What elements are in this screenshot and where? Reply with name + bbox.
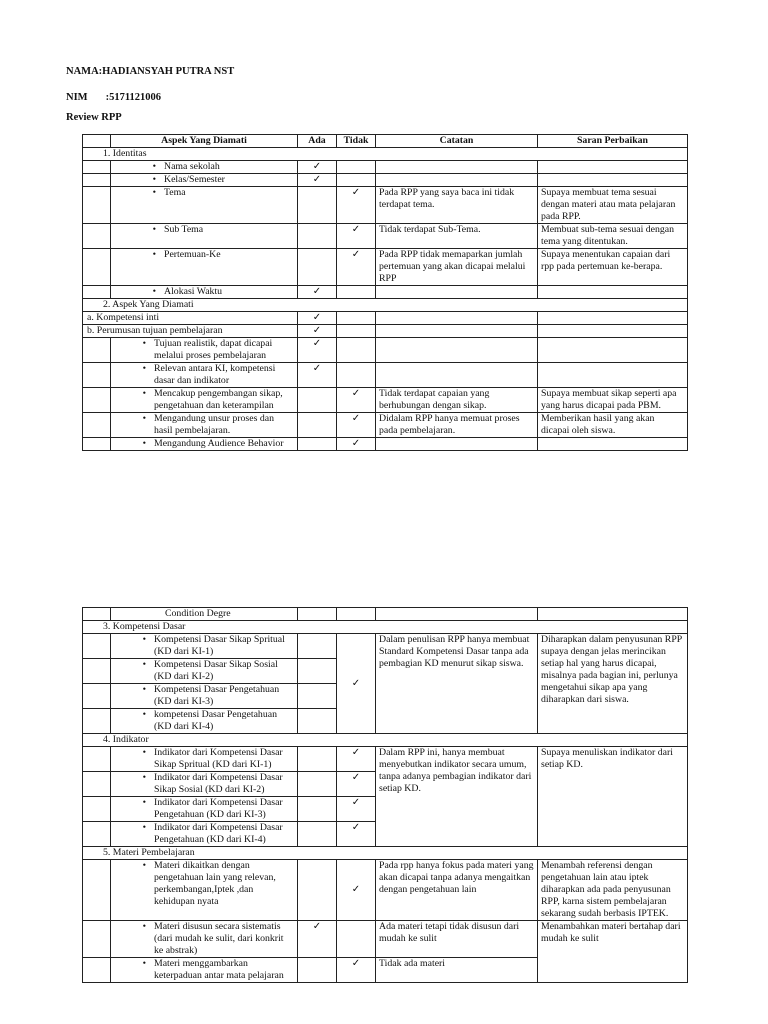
ada-check: ✓ (298, 312, 337, 325)
list-item: • Materi menggambarkan keterpaduan antar mata pelajaran (111, 958, 298, 983)
ada-check (298, 860, 337, 921)
table-row (83, 161, 688, 174)
saran-cell (538, 325, 688, 338)
table-row (83, 860, 688, 921)
ada-check (298, 224, 337, 249)
table-row (83, 363, 688, 388)
ada-check (298, 438, 337, 451)
table-row (83, 325, 688, 338)
list-item: • Nama sekolah (111, 161, 298, 174)
aspek-cell: b. Perumusan tujuan pembelajaran (83, 325, 298, 338)
tidak-check (337, 363, 376, 388)
catatan-cell (376, 338, 538, 363)
aspek-cell: a. Kompetensi inti (83, 312, 298, 325)
list-item: • Pertemuan-Ke (111, 249, 298, 286)
table-row (83, 413, 688, 438)
review-title: Review RPP (66, 112, 122, 123)
row-spacer (83, 363, 111, 388)
section-row (83, 621, 688, 634)
catatan-cell (376, 363, 538, 388)
table-row (83, 312, 688, 325)
tidak-check (337, 325, 376, 338)
tidak-check (337, 161, 376, 174)
table-row (83, 249, 688, 286)
nim-label: NIM (66, 92, 88, 103)
tidak-check: ✓ (337, 413, 376, 438)
catatan-cell: Ada materi tetapi tidak disusun dari mudah ke sulit (376, 921, 538, 958)
catatan-cell: Pada RPP tidak memaparkan jumlah pertemuan yang akan dicapai melalui RPP (376, 249, 538, 286)
section-indikator: 4. Indikator (83, 734, 688, 747)
header-aspek: Aspek Yang Diamati (111, 135, 298, 148)
catatan-cell: Dalam penulisan RPP hanya membuat Standard Kompetensi Dasar tanpa ada pembagian KD menurut sikap siswa. (376, 634, 538, 734)
tidak-check: ✓ (337, 772, 376, 797)
header-blank (83, 135, 111, 148)
section-row (83, 299, 688, 312)
list-item: • Indikator dari Kompetensi Dasar Pengetahuan (KD dari KI-3) (111, 797, 298, 822)
saran-cell: Menambahkan materi bertahap dari mudah ke sulit (538, 921, 688, 983)
table-row (83, 187, 688, 224)
list-item: • Relevan antara KI, kompetensi dasar dan indikator (111, 363, 298, 388)
catatan-cell: Tidak ada materi (376, 958, 538, 983)
saran-cell (538, 161, 688, 174)
table-row (83, 608, 688, 621)
tidak-check: ✓ (337, 187, 376, 224)
header-tidak: Tidak (337, 135, 376, 148)
row-spacer (83, 161, 111, 174)
saran-cell: Memberikan hasil yang akan dicapai oleh siswa. (538, 413, 688, 438)
ada-check: ✓ (298, 338, 337, 363)
row-spacer (83, 224, 111, 249)
saran-cell (538, 312, 688, 325)
row-spacer (83, 388, 111, 413)
tidak-check: ✓ (337, 249, 376, 286)
row-spacer (83, 249, 111, 286)
tidak-check: ✓ (337, 958, 376, 983)
catatan-cell: Tidak terdapat Sub-Tema. (376, 224, 538, 249)
catatan-cell: Pada RPP yang saya baca ini tidak terdapat tema. (376, 187, 538, 224)
saran-cell (538, 438, 688, 451)
ada-check (298, 187, 337, 224)
ada-check: ✓ (298, 921, 337, 958)
ada-check: ✓ (298, 174, 337, 187)
section-row (83, 847, 688, 860)
tidak-check: ✓ (337, 224, 376, 249)
row-spacer (83, 413, 111, 438)
tidak-check: ✓ (337, 822, 376, 847)
header-catatan: Catatan (376, 135, 538, 148)
list-item: • Sub Tema (111, 224, 298, 249)
saran-cell: Menambah referensi dengan pengetahuan lain atau iptek diharapkan ada pada penyusunan RPP, karna sistem pembelajaran sekarang sudah berbasis IPTEK. (538, 860, 688, 921)
ada-check: ✓ (298, 363, 337, 388)
saran-cell: Supaya menentukan capaian dari rpp pada pertemuan ke-berapa. (538, 249, 688, 286)
tidak-check: ✓ (337, 388, 376, 413)
catatan-cell: Pada rpp hanya fokus pada materi yang akan dicapai tanpa adanya mengaitkan dengan pengetahuan lain (376, 860, 538, 921)
tidak-check: ✓ (337, 860, 376, 921)
ada-check: ✓ (298, 161, 337, 174)
saran-cell: Supaya membuat sikap seperti apa yang harus dicapai pada PBM. (538, 388, 688, 413)
list-item: • Indikator dari Kompetensi Dasar Sikap Spritual (KD dari KI-1) (111, 747, 298, 772)
list-item: • Mengandung unsur proses dan hasil pembelajaran. (111, 413, 298, 438)
review-table-page-2 (82, 607, 688, 983)
section-label: 2. Aspek Yang Diamati (83, 299, 688, 312)
review-table-page-1 (82, 134, 688, 451)
list-item: • Materi disusun secara sistematis (dari mudah ke sulit, dari konkrit ke abstrak) (111, 921, 298, 958)
tidak-check (337, 286, 376, 299)
list-item: • Materi dikaitkan dengan pengetahuan lain yang relevan, perkembangan,Iptek ,dan kehidupan nyata (111, 860, 298, 921)
saran-cell: Supaya menuliskan indikator dari setiap KD. (538, 747, 688, 847)
row-spacer (83, 286, 111, 299)
table-row (83, 174, 688, 187)
table-row (83, 338, 688, 363)
catatan-cell: Didalam RPP hanya memuat proses pada pembelajaran. (376, 413, 538, 438)
catatan-cell (376, 161, 538, 174)
row-spacer (83, 338, 111, 363)
catatan-cell (376, 286, 538, 299)
ada-check: ✓ (298, 325, 337, 338)
list-item: • Mengandung Audience Behavior (111, 438, 298, 451)
catatan-cell: Dalam RPP ini, hanya membuat menyebutkan indikator secara umum, tanpa adanya pembagian indikator dari setiap KD. (376, 747, 538, 847)
saran-cell: Diharapkan dalam penyusunan RPP supaya dengan jelas merincikan setiap hal yang harus dicapai, misalnya pada bagian ini, perlunya mengetahui sikap apa yang diharapkan dari siswa. (538, 634, 688, 734)
saran-cell: Membuat sub-tema sesuai dengan tema yang ditentukan. (538, 224, 688, 249)
header-ada: Ada (298, 135, 337, 148)
catatan-cell (376, 438, 538, 451)
list-item: • Kompetensi Dasar Pengetahuan (KD dari KI-3) (111, 684, 298, 709)
catatan-cell (376, 312, 538, 325)
list-item: • Indikator dari Kompetensi Dasar Pengetahuan (KD dari KI-4) (111, 822, 298, 847)
table-row (83, 921, 688, 958)
header-saran: Saran Perbaikan (538, 135, 688, 148)
list-item: • Mencakup pengembangan sikap, pengetahuan dan keterampilan (111, 388, 298, 413)
list-item: • Kompetensi Dasar Sikap Sosial (KD dari KI-2) (111, 659, 298, 684)
list-item: • Alokasi Waktu (111, 286, 298, 299)
section-materi: 5. Materi Pembelajaran (83, 847, 688, 860)
catatan-cell (376, 174, 538, 187)
catatan-cell: Tidak terdapat capaian yang berhubungan dengan sikap. (376, 388, 538, 413)
list-item: • Kelas/Semester (111, 174, 298, 187)
tidak-check: ✓ (337, 797, 376, 822)
list-item: • kompetensi Dasar Pengetahuan (KD dari KI-4) (111, 709, 298, 734)
tidak-check: ✓ (337, 634, 376, 734)
ada-check (298, 413, 337, 438)
table-header-row (83, 135, 688, 148)
section-row (83, 734, 688, 747)
tidak-check: ✓ (337, 747, 376, 772)
saran-cell (538, 286, 688, 299)
student-name: NAMA:HADIANSYAH PUTRA NST (66, 66, 235, 77)
saran-cell (538, 338, 688, 363)
ada-check (298, 249, 337, 286)
ada-check (298, 958, 337, 983)
row-spacer (83, 174, 111, 187)
saran-cell: Supaya membuat tema sesuai dengan materi atau mata pelajaran pada RPP. (538, 187, 688, 224)
tidak-check (337, 338, 376, 363)
section-label: 1. Identitas (83, 148, 688, 161)
tidak-check (337, 174, 376, 187)
ada-check (298, 388, 337, 413)
nim-value: :5171121006 (105, 92, 162, 103)
table-row (83, 286, 688, 299)
list-item: • Kompetensi Dasar Sikap Spritual (KD dari KI-1) (111, 634, 298, 659)
catatan-cell (376, 325, 538, 338)
table-row (83, 224, 688, 249)
table-row (83, 388, 688, 413)
section-row (83, 148, 688, 161)
row-spacer (83, 187, 111, 224)
tidak-check: ✓ (337, 438, 376, 451)
saran-cell (538, 363, 688, 388)
continued-label: Condition Degre (111, 608, 298, 621)
tidak-check (337, 921, 376, 958)
list-item: • Tujuan realistik, dapat dicapai melalui proses pembelajaran (111, 338, 298, 363)
table-row (83, 747, 688, 772)
table-row (83, 634, 688, 659)
table-row (83, 438, 688, 451)
list-item: • Tema (111, 187, 298, 224)
section-kompetensi-dasar: 3. Kompetensi Dasar (83, 621, 688, 634)
tidak-check (337, 312, 376, 325)
row-spacer (83, 438, 111, 451)
student-nim (66, 92, 161, 103)
ada-check: ✓ (298, 286, 337, 299)
list-item: • Indikator dari Kompetensi Dasar Sikap Sosial (KD dari KI-2) (111, 772, 298, 797)
saran-cell (538, 174, 688, 187)
